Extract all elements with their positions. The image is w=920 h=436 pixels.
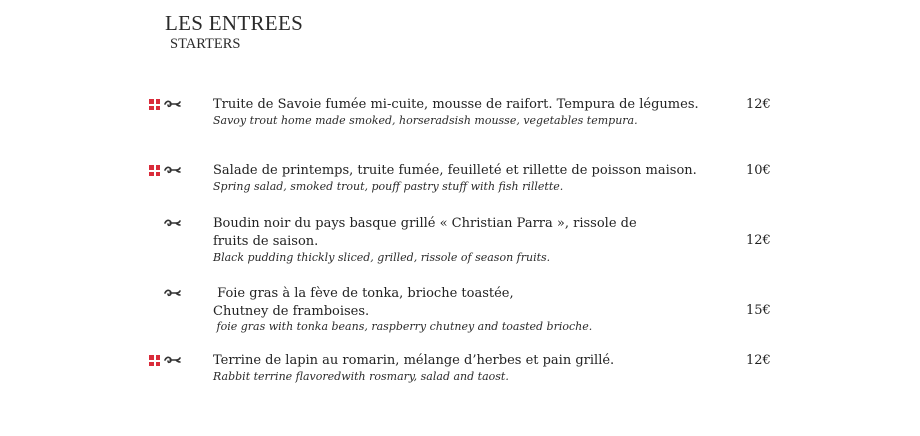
dish-price: 15€ (746, 303, 771, 318)
dish-name-fr: Salade de printemps, truite fumée, feuilleté et rillette de poisson maison. (213, 163, 697, 178)
dish-name-fr-line2: fruits de saison. (213, 234, 319, 249)
section-title: LES ENTREES (165, 11, 304, 35)
savoie-cross-flag-icon (149, 165, 160, 176)
dish-price: 12€ (746, 233, 771, 248)
fleuron-ornament-icon (164, 355, 181, 365)
dish-price: 12€ (746, 97, 771, 112)
dish-price: 12€ (746, 353, 771, 368)
fleuron-ornament-icon (164, 218, 181, 228)
dish-name-en: foie gras with tonka beans, raspberry chutney and toasted brioche. (213, 320, 593, 333)
fleuron-ornament-icon (164, 165, 181, 175)
dish-name-fr-line2: Chutney de framboises. (213, 304, 370, 319)
savoie-cross-flag-icon (149, 355, 160, 366)
dish-name-en: Black pudding thickly sliced, grilled, rissole of season fruits. (213, 251, 551, 264)
dish-name-en: Savoy trout home made smoked, horseradsish mousse, vegetables tempura. (213, 114, 638, 127)
savoie-cross-flag-icon (149, 99, 160, 110)
dish-name-fr-line1: Foie gras à la fève de tonka, brioche toastée, (213, 286, 514, 301)
fleuron-ornament-icon (164, 288, 181, 298)
section-subtitle: STARTERS (170, 36, 241, 52)
dish-name-en: Spring salad, smoked trout, pouff pastry stuff with fish rillette. (213, 180, 564, 193)
dish-name-fr: Truite de Savoie fumée mi-cuite, mousse de raifort. Tempura de légumes. (213, 97, 699, 112)
dish-name-fr: Terrine de lapin au romarin, mélange d’herbes et pain grillé. (213, 353, 615, 368)
dish-name-fr-line1: Boudin noir du pays basque grillé « Christian Parra », rissole de (213, 216, 637, 231)
dish-name-en: Rabbit terrine flavoredwith rosmary, salad and taost. (213, 370, 509, 383)
dish-price: 10€ (746, 163, 771, 178)
fleuron-ornament-icon (164, 99, 181, 109)
